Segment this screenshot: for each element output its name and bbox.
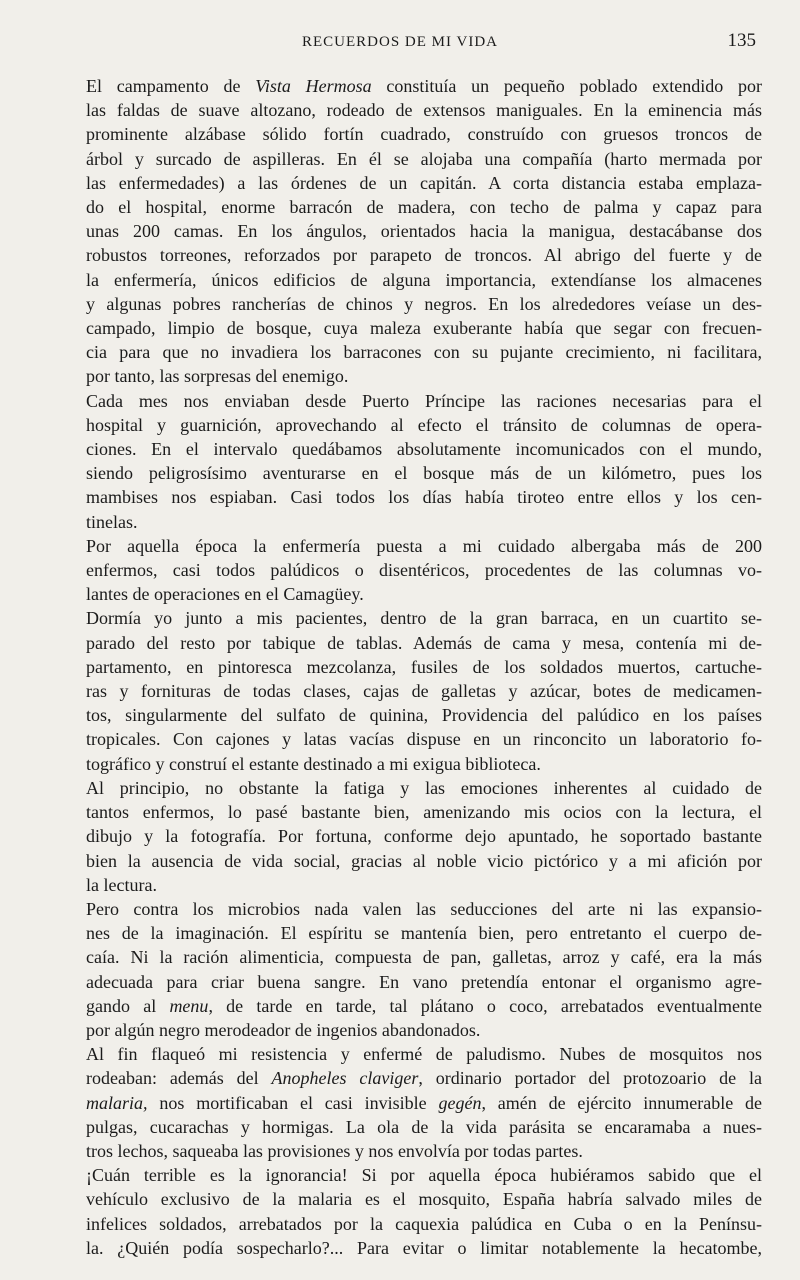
text-line: las faldas de suave altozano, rodeado de extensos maniguales. En la eminencia más	[86, 100, 762, 121]
text-line: robustos torreones, reforzados por parapeto de troncos. Al abrigo del fuerte y de	[86, 245, 762, 266]
paragraph	[62, 606, 762, 775]
text-line: ras y fornituras de todas clases, cajas de galletas y azúcar, botes de medicamen-	[86, 681, 762, 702]
text-line: lantes de operaciones en el Camagüey.	[86, 584, 364, 605]
text-line: hospital y guarnición, aprovechando al efecto el tránsito de columnas de opera-	[86, 414, 762, 435]
text-line: Al fin flaqueó mi resistencia y enfermé de paludismo. Nubes de mosquitos nos	[86, 1044, 762, 1065]
text-line: unas 200 camas. En los ángulos, orientados hacia la manigua, destacábanse dos	[86, 221, 762, 242]
text-line: tropicales. Con cajones y latas vacías dispuse en un rinconcito un laboratorio fo-	[86, 729, 762, 750]
paragraph	[62, 776, 762, 897]
text-line: las enfermedades) a las órdenes de un capitán. A corta distancia estaba emplaza-	[86, 172, 762, 193]
paragraph	[62, 1042, 762, 1163]
italic-term: malaria,	[86, 1092, 148, 1113]
text-line: tinelas.	[86, 511, 138, 532]
italic-term: Anopheles claviger	[271, 1068, 419, 1089]
text-line: mambises nos espiaban. Casi todos los días había tiroteo entre ellos y los cen-	[86, 487, 762, 508]
text-line: tantos enfermos, lo pasé bastante bien, amenizando mis ocios con la lectura, el	[86, 802, 762, 823]
text-line: rodeaban: además del Anopheles claviger, ordinario portador del protozoario de la	[86, 1068, 762, 1089]
paragraph	[62, 1163, 762, 1260]
text-line: árbol y surcado de aspilleras. En él se alojaba una compañía (harto mermada por	[86, 148, 762, 169]
italic-term: menu	[169, 995, 209, 1016]
text-line: dibujo y la fotografía. Por fortuna, conforme dejo apuntado, he soportado bastante	[86, 826, 762, 847]
text-line: la lectura.	[86, 874, 157, 895]
text-line: la. ¿Quién podía sospecharlo?... Para evitar o limitar notablemente la hecatombe,	[86, 1237, 762, 1258]
text-line: partamento, en pintoresca mezcolanza, fusiles de los soldados muertos, cartuche-	[86, 656, 762, 677]
running-head: RECUERDOS DE MI VIDA	[302, 34, 498, 50]
page-number: 135	[727, 30, 756, 51]
text-line: Dormía yo junto a mis pacientes, dentro de la gran barraca, en un cuartito se-	[86, 608, 762, 629]
text-line: parado del resto por tabique de tablas. Además de cama y mesa, contenía mi de-	[86, 632, 762, 653]
text-line: enfermos, casi todos palúdicos o disentéricos, procedentes de las columnas vo-	[86, 560, 762, 581]
italic-term: gegén	[438, 1092, 482, 1113]
text-line: campado, limpio de bosque, cuya maleza exuberante había que segar con frecuen-	[86, 318, 762, 339]
text-line: El campamento de Vista Hermosa constituía un pequeño poblado extendido por	[86, 76, 762, 96]
text-line: por tanto, las sorpresas del enemigo.	[86, 366, 349, 387]
text-line: prominente alzábase sólido fortín cuadrado, construído con gruesos troncos de	[86, 124, 762, 145]
text-line: gando al menu, de tarde en tarde, tal plátano o coco, arrebatados eventualmente	[86, 995, 762, 1016]
paragraph	[62, 897, 762, 1042]
text-line: vehículo exclusivo de la malaria es el mosquito, España habría salvado miles de	[86, 1189, 762, 1210]
paragraph	[62, 389, 762, 534]
italic-term: Vista Hermosa	[255, 76, 372, 96]
text-line: siendo peligrosísimo aventurarse en el bosque más de un kilómetro, pues los	[86, 463, 762, 484]
text-line: tográfico y construí el estante destinado a mi exigua biblioteca.	[86, 753, 541, 774]
text-line: ¡Cuán terrible es la ignorancia! Si por aquella época hubiéramos sabido que el	[86, 1165, 762, 1186]
text-line: malaria, nos mortificaban el casi invisible gegén, amén de ejército innumerable de	[86, 1092, 762, 1113]
text-line: caía. Ni la ración alimenticia, compuesta de pan, galletas, arroz y café, era la más	[86, 947, 762, 968]
text-line: tros lechos, saqueaba las provisiones y nos envolvía por todas partes.	[86, 1140, 583, 1161]
text-line: infelices soldados, arrebatados por la caquexia palúdica en Cuba o en la Penínsu-	[86, 1213, 762, 1234]
text-line: Cada mes nos enviaban desde Puerto Príncipe las raciones necesarias para el	[86, 390, 762, 411]
paragraph	[62, 534, 762, 607]
text-line: por algún negro merodeador de ingenios abandonados.	[86, 1019, 481, 1040]
text-line: pulgas, cucarachas y hormigas. La ola de la vida parásita se encaramaba a nues-	[86, 1116, 762, 1137]
text-line: Por aquella época la enfermería puesta a mi cuidado albergaba más de 200	[86, 535, 762, 556]
text-line: ciones. En el intervalo quedábamos absolutamente incomunicados con el mundo,	[86, 439, 762, 460]
text-line: nes de la imaginación. El espíritu se mantenía bien, pero entretanto el cuerpo de-	[86, 923, 762, 944]
text-line: do el hospital, enorme barracón de madera, con techo de palma y capaz para	[86, 197, 762, 218]
text-line: tos, singularmente del sulfato de quinina, Providencia del palúdico en los países	[86, 705, 762, 726]
text-line: adecuada para criar buena sangre. En vano pretendía entonar el organismo agre-	[86, 971, 762, 992]
page-header	[62, 30, 760, 56]
text-line: la enfermería, únicos edificios de alguna importancia, extendíanse los almacenes	[86, 269, 762, 290]
paragraph	[62, 74, 762, 389]
text-line: cia para que no invadiera los barracones con su pujante crecimiento, ni facilitara,	[86, 342, 762, 363]
text-line: Pero contra los microbios nada valen las seducciones del arte ni las expansio-	[86, 898, 762, 919]
body-text	[62, 74, 762, 1260]
text-line: bien la ausencia de vida social, gracias al noble vicio pictórico y a mi afición por	[86, 850, 762, 871]
text-line: y algunas pobres rancherías de chinos y negros. En los alrededores veíase un des-	[86, 293, 762, 314]
text-line: Al principio, no obstante la fatiga y las emociones inherentes al cuidado de	[86, 777, 762, 798]
